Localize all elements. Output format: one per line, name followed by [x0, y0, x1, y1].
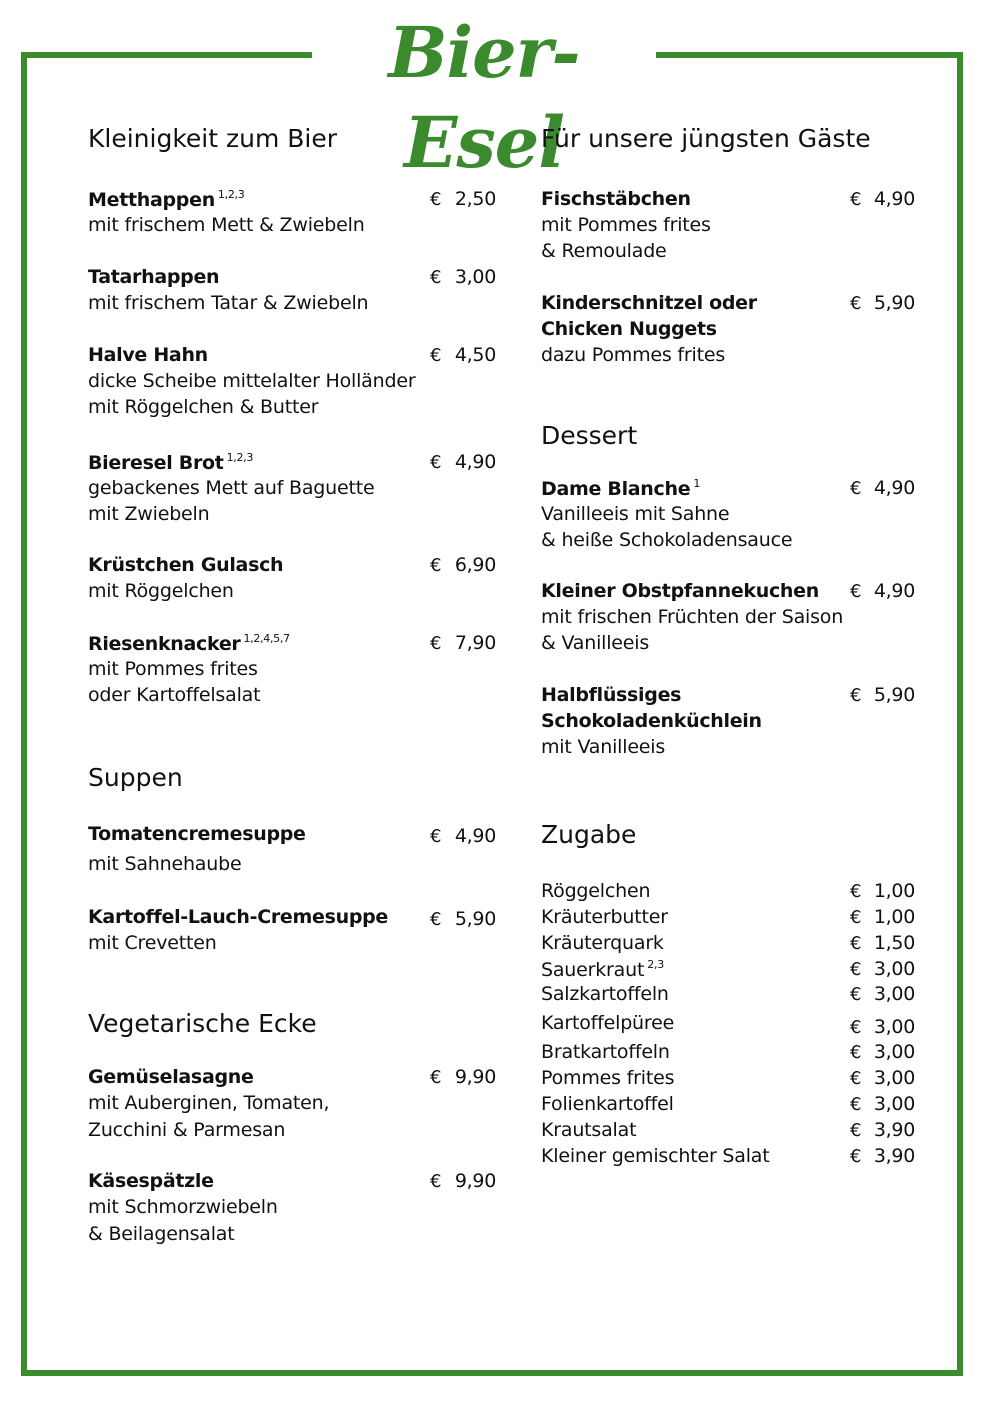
euro-sign: €	[850, 581, 862, 602]
extra-item-price: 1,50	[873, 932, 915, 954]
section-title-kinder: Für unsere jüngsten Gäste	[541, 124, 871, 153]
section-title-vegetarisch: Vegetarische Ecke	[88, 1009, 317, 1038]
menu-item-price: 4,90	[873, 477, 915, 499]
euro-sign: €	[430, 555, 442, 576]
euro-sign: €	[430, 633, 442, 654]
euro-sign: €	[850, 959, 862, 980]
section-title-suppen: Suppen	[88, 763, 183, 792]
euro-sign: €	[430, 345, 442, 366]
menu-item-name: Fischstäbchen	[541, 188, 691, 210]
extra-item-name: Folienkartoffel	[541, 1093, 674, 1115]
extra-item-name: Röggelchen	[541, 880, 651, 902]
menu-item-description: mit Pommes frites	[88, 658, 258, 680]
menu-item-name: Dame Blanche $^1$	[541, 477, 701, 500]
menu-item-price: 2,50	[454, 188, 496, 210]
allergen-note: 1	[693, 477, 701, 490]
extra-item-name: Kräuterbutter	[541, 906, 668, 928]
extra-item-price: 3,90	[873, 1145, 915, 1167]
extra-item-price: 3,90	[873, 1119, 915, 1141]
allergen-note: 1,2,3	[217, 188, 245, 201]
menu-item-description: Zucchini & Parmesan	[88, 1119, 286, 1141]
menu-item-description: mit Röggelchen & Butter	[88, 396, 319, 418]
menu-item-name: Metthappen $^{1,2,3}$	[88, 188, 245, 211]
euro-sign: €	[850, 478, 862, 499]
extra-item-name: Kleiner gemischter Salat	[541, 1145, 770, 1167]
section-title-kleinigkeit: Kleinigkeit zum Bier	[88, 124, 338, 153]
menu-item-price: 4,90	[454, 825, 496, 847]
extra-item-name: Pommes frites	[541, 1067, 675, 1089]
menu-item-price: 5,90	[873, 292, 915, 314]
menu-item-name: Kartoffel-Lauch-Cremesuppe	[88, 906, 389, 928]
section-title-zugabe: Zugabe	[541, 820, 637, 849]
euro-sign: €	[850, 1068, 862, 1089]
menu-item-description: oder Kartoffelsalat	[88, 684, 261, 706]
menu-item-name: Gemüselasagne	[88, 1066, 254, 1088]
menu-item-description: Vanilleeis mit Sahne	[541, 503, 730, 525]
euro-sign: €	[430, 826, 442, 847]
extra-item-price: 3,00	[873, 1093, 915, 1115]
extra-item-name: Sauerkraut $^{2,3}$	[541, 958, 665, 981]
allergen-note: 1,2,4,5,7	[243, 632, 290, 645]
menu-item-name: Krüstchen Gulasch	[88, 554, 284, 576]
menu-item-name: Käsespätzle	[88, 1170, 214, 1192]
menu-item-description: & Beilagensalat	[88, 1223, 235, 1245]
euro-sign: €	[850, 189, 862, 210]
menu-item-description: & Remoulade	[541, 240, 667, 262]
extra-item-price: 1,00	[873, 880, 915, 902]
menu-item-description: mit frischem Mett & Zwiebeln	[88, 214, 365, 236]
menu-item-price: 9,90	[454, 1170, 496, 1192]
extra-item-name: Kartoffelpüree	[541, 1012, 675, 1034]
euro-sign: €	[850, 984, 862, 1005]
extra-item-name: Kräuterquark	[541, 932, 664, 954]
menu-item-description: & heiße Schokoladensauce	[541, 529, 793, 551]
euro-sign: €	[430, 1067, 442, 1088]
menu-item-description: mit Röggelchen	[88, 580, 234, 602]
menu-item-description: mit Schmorzwiebeln	[88, 1196, 278, 1218]
extra-item-name: Krautsalat	[541, 1119, 637, 1141]
euro-sign: €	[430, 1171, 442, 1192]
menu-item-price: 7,90	[454, 632, 496, 654]
euro-sign: €	[850, 685, 862, 706]
menu-item-price: 4,90	[454, 451, 496, 473]
menu-item-description: dicke Scheibe mittelalter Holländer	[88, 370, 416, 392]
brand-logo: Bier-Esel	[388, 11, 580, 184]
euro-sign: €	[430, 267, 442, 288]
menu-item-description: dazu Pommes frites	[541, 344, 726, 366]
menu-item-name: Riesenknacker $^{1,2,4,5,7}$	[88, 632, 290, 655]
euro-sign: €	[850, 293, 862, 314]
menu-item-description: mit Sahnehaube	[88, 853, 242, 875]
euro-sign: €	[850, 1120, 862, 1141]
menu-item-name: Kinderschnitzel oder	[541, 292, 757, 314]
menu-item-description: mit frischen Früchten der Saison	[541, 606, 844, 628]
menu-item-description: mit Crevetten	[88, 932, 217, 954]
menu-item-price: 3,00	[454, 266, 496, 288]
euro-sign: €	[850, 1042, 862, 1063]
menu-item-price: 4,90	[873, 188, 915, 210]
euro-sign: €	[850, 933, 862, 954]
euro-sign: €	[850, 1146, 862, 1167]
menu-item-name: Chicken Nuggets	[541, 318, 717, 340]
euro-sign: €	[850, 1094, 862, 1115]
extra-item-name: Bratkartoffeln	[541, 1041, 670, 1063]
menu-item-name: Bieresel Brot $^{1,2,3}$	[88, 451, 254, 474]
menu-item-name: Tomatencremesuppe	[88, 823, 306, 845]
menu-item-price: 5,90	[873, 684, 915, 706]
extra-item-price: 3,00	[873, 1041, 915, 1063]
extra-item-price: 3,00	[873, 1016, 915, 1038]
menu-item-description: mit frischem Tatar & Zwiebeln	[88, 292, 369, 314]
menu-item-description: mit Auberginen, Tomaten,	[88, 1092, 330, 1114]
menu-item-description: gebackenes Mett auf Baguette	[88, 477, 375, 499]
menu-item-price: 4,50	[454, 344, 496, 366]
extra-item-name: Salzkartoffeln	[541, 983, 669, 1005]
menu-item-name: Schokoladenküchlein	[541, 710, 762, 732]
section-title-dessert: Dessert	[541, 421, 638, 450]
extra-item-price: 3,00	[873, 983, 915, 1005]
menu-item-name: Halbflüssiges	[541, 684, 682, 706]
menu-item-price: 6,90	[454, 554, 496, 576]
extra-item-price: 3,00	[873, 958, 915, 980]
euro-sign: €	[430, 189, 442, 210]
menu-item-price: 9,90	[454, 1066, 496, 1088]
menu-item-description: mit Zwiebeln	[88, 503, 210, 525]
euro-sign: €	[430, 909, 442, 930]
menu-item-name: Tatarhappen	[88, 266, 220, 288]
allergen-note: 1,2,3	[226, 451, 254, 464]
menu-item-price: 4,90	[873, 580, 915, 602]
extra-item-price: 1,00	[873, 906, 915, 928]
allergen-note: 2,3	[647, 958, 665, 971]
menu-item-price: 5,90	[454, 908, 496, 930]
menu-item-name: Halve Hahn	[88, 344, 208, 366]
menu-item-description: mit Vanilleeis	[541, 736, 666, 758]
euro-sign: €	[850, 881, 862, 902]
menu-item-description: & Vanilleeis	[541, 632, 650, 654]
menu-item-description: mit Pommes frites	[541, 214, 711, 236]
extra-item-price: 3,00	[873, 1067, 915, 1089]
euro-sign: €	[850, 1017, 862, 1038]
euro-sign: €	[430, 452, 442, 473]
menu-item-name: Kleiner Obstpfannekuchen	[541, 580, 819, 602]
euro-sign: €	[850, 907, 862, 928]
